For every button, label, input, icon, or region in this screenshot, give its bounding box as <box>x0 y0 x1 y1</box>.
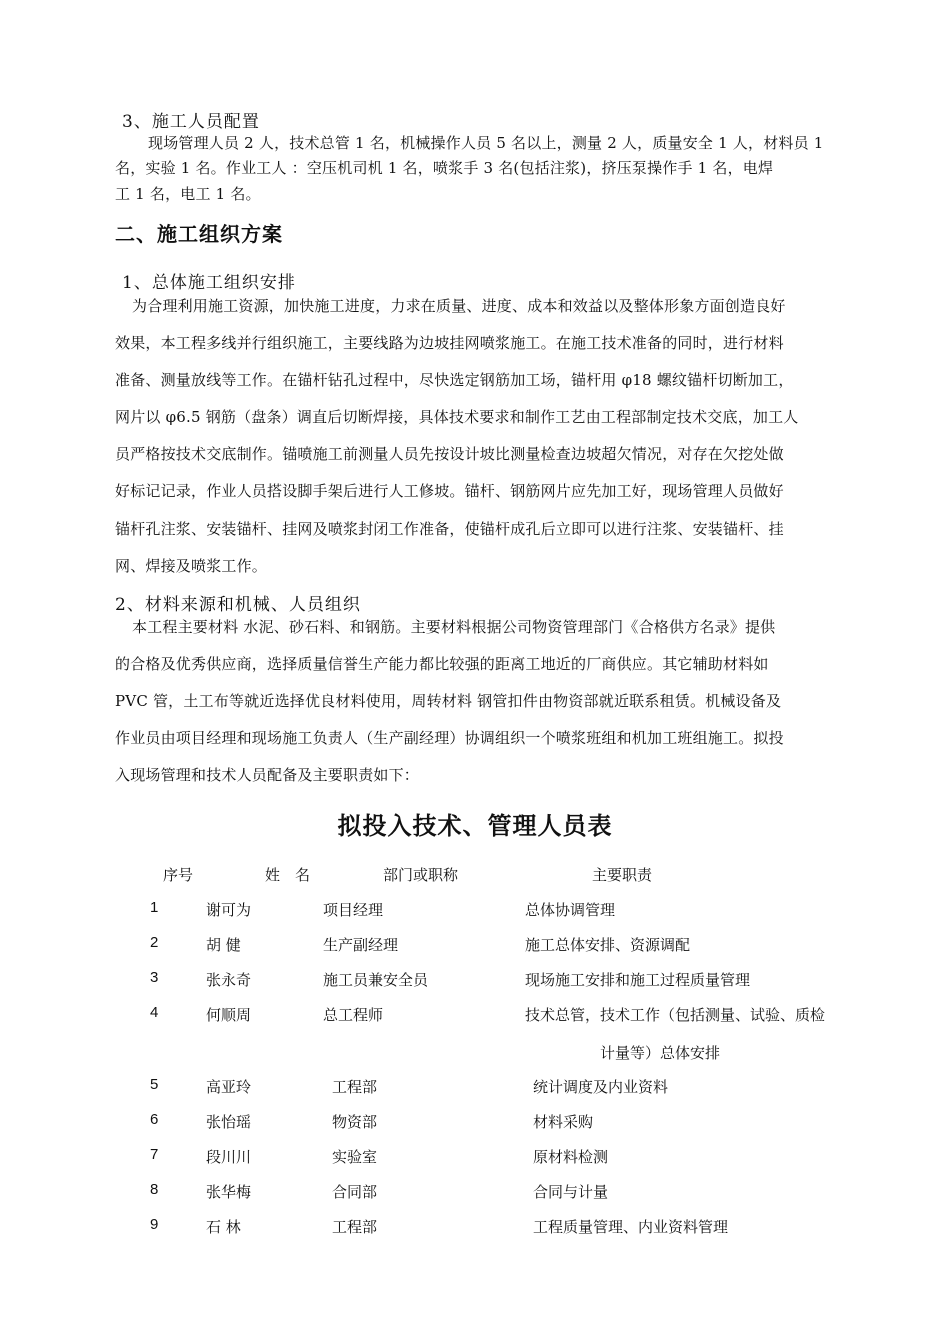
table-row-department: 施工员兼安全员 <box>323 971 429 989</box>
paragraph-line: 网片以 φ6.5 钢筋（盘条）调直后切断焊接，具体技术要求和制作工艺由工程部制定技术交底，加工人 <box>115 408 799 426</box>
table-row-index: 9 <box>150 1216 159 1233</box>
table-header-name: 姓 名 <box>265 866 311 884</box>
table-row-department: 生产副经理 <box>323 936 399 954</box>
table-row-name: 张华梅 <box>206 1183 252 1201</box>
paragraph-line: 作业员由项目经理和现场施工负责人（生产副经理）协调组织一个喷浆班组和机加工班组施工。拟投 <box>115 729 784 747</box>
paragraph-line: 准备、测量放线等工作。在锚杆钻孔过程中，尽快选定钢筋加工场，锚杆用 φ18 螺纹锚杆切断加工， <box>115 371 794 389</box>
table-row-department: 项目经理 <box>323 901 384 919</box>
table-row-name: 胡 健 <box>206 936 241 954</box>
paragraph-line: 锚杆孔注浆、安装锚杆、挂网及喷浆封闭工作准备，使锚杆成孔后立即可以进行注浆、安装锚杆、挂 <box>115 520 784 538</box>
paragraph-line: 名，实验 1 名。作业工人 ：空压机司机 1 名，喷浆手 3 名(包括注浆)，挤压泵操作手 1 名，电焊 <box>115 159 774 177</box>
paragraph-line: 为合理利用施工资源，加快施工进度，力求在质量、进度、成本和效益以及整体形象方面创造良好 <box>132 297 786 315</box>
table-row-index: 2 <box>150 934 159 951</box>
paragraph-line: 网、焊接及喷浆工作。 <box>115 557 268 575</box>
table-row-department: 物资部 <box>332 1113 378 1131</box>
section-3-heading: 3、施工人员配置 <box>122 112 260 132</box>
section-1-heading: 1、总体施工组织安排 <box>122 273 296 293</box>
table-row-duties: 材料采购 <box>533 1113 594 1131</box>
table-row-index: 8 <box>150 1181 159 1198</box>
table-row-name: 石 林 <box>206 1218 241 1236</box>
table-row-department: 总工程师 <box>323 1006 384 1024</box>
paragraph-line: PVC 管，土工布等就近选择优良材料使用，周转材料 钢管扣件由物资部就近联系租赁。机械设备及 <box>115 692 782 710</box>
table-row-duties: 统计调度及内业资料 <box>533 1078 669 1096</box>
table-row-index: 4 <box>150 1004 159 1021</box>
table-row-index: 3 <box>150 969 159 986</box>
paragraph-line: 员严格按技术交底制作。锚喷施工前测量人员先按设计坡比测量检查边坡超欠情况，对存在欠挖处做 <box>115 445 784 463</box>
table-row-department: 工程部 <box>332 1078 378 1096</box>
table-row-name: 谢可为 <box>206 901 252 919</box>
paragraph-line: 本工程主要材料 水泥、砂石料、和钢筋。主要材料根据公司物资管理部门《合格供方名录》提供 <box>132 618 776 636</box>
table-row-name: 张永奇 <box>206 971 252 989</box>
paragraph-line: 工 1 名，电工 1 名。 <box>115 185 261 203</box>
table-row-duties: 总体协调管理 <box>525 901 616 919</box>
table-row-name: 张怡瑶 <box>206 1113 252 1131</box>
table-row-index: 6 <box>150 1111 159 1128</box>
table-row-department: 实验室 <box>332 1148 378 1166</box>
table-row-duties: 合同与计量 <box>533 1183 609 1201</box>
table-row-index: 1 <box>150 899 159 916</box>
section-2-heading: 2、材料来源和机械、人员组织 <box>115 595 361 615</box>
table-row-duties: 现场施工安排和施工过程质量管理 <box>525 971 751 989</box>
table-row-name: 高亚玲 <box>206 1078 252 1096</box>
table-row-name: 何顺周 <box>206 1006 252 1024</box>
table-title: 拟投入技术、管理人员表 <box>337 812 613 840</box>
table-row-department: 合同部 <box>332 1183 378 1201</box>
paragraph-line: 效果，本工程多线并行组织施工，主要线路为边坡挂网喷浆施工。在施工技术准备的同时，进行材料 <box>115 334 784 352</box>
table-row-duties: 工程质量管理、内业资料管理 <box>533 1218 729 1236</box>
table-row-duties: 原材料检测 <box>533 1148 609 1166</box>
table-row-index: 5 <box>150 1076 159 1093</box>
table-row-name: 段川川 <box>206 1148 252 1166</box>
table-header-index: 序号 <box>163 866 194 884</box>
part-2-heading: 二、施工组织方案 <box>115 222 283 246</box>
table-header-duties: 主要职责 <box>592 866 653 884</box>
table-row-department: 工程部 <box>332 1218 378 1236</box>
table-row-duties-continuation: 计量等）总体安排 <box>600 1044 721 1062</box>
table-row-duties: 施工总体安排、资源调配 <box>525 936 691 954</box>
table-row-duties: 技术总管，技术工作（包括测量、试验、质检 <box>525 1006 826 1024</box>
paragraph-line: 好标记记录，作业人员搭设脚手架后进行人工修坡。锚杆、钢筋网片应先加工好，现场管理人员做好 <box>115 482 784 500</box>
paragraph-line: 现场管理人员 2 人，技术总管 1 名，机械操作人员 5 名以上，测量 2 人，质量安全 1 人，材料员 1 <box>148 134 824 152</box>
paragraph-line: 的合格及优秀供应商，选择质量信誉生产能力都比较强的距离工地近的厂商供应。其它辅助材料如 <box>115 655 769 673</box>
table-row-index: 7 <box>150 1146 159 1163</box>
table-header-department: 部门或职称 <box>383 866 459 884</box>
paragraph-line: 入现场管理和技术人员配备及主要职责如下： <box>115 766 420 784</box>
